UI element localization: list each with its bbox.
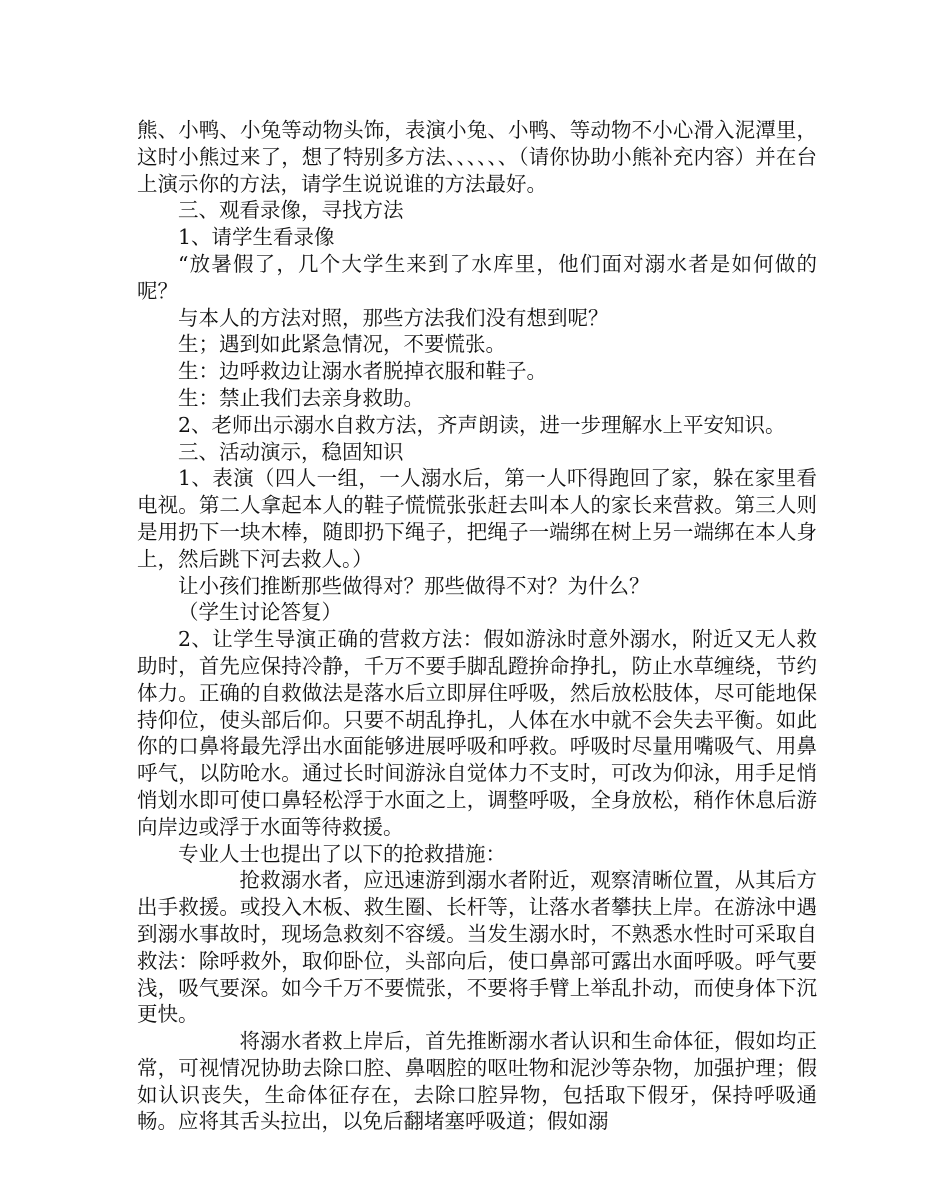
paragraph-after-rescue-care: 将溺水者救上岸后，首先推断溺水者认识和生命体征，假如均正常，可视情况协助去除口腔、鼻咽腔的呕吐物和泥沙等杂物，加强护理；假如认识丧失，生命体征存在，去除口腔异物，包括取下假牙，保持呼吸通畅。应将其舌头拉出，以免后翻堵塞呼吸道；假如溺 xyxy=(137,1029,817,1134)
student-answer-2: 生：边呼救边让溺水者脱掉衣服和鞋子。 xyxy=(178,359,547,384)
paragraph-student-discussion: （学生讨论答复） xyxy=(178,600,342,625)
section-heading-watch-video: 三、观看录像，寻找方法 xyxy=(178,198,404,223)
paragraph-correct-rescue-method: 2、让学生导演正确的营救方法：假如游泳时意外溺水，附近又无人救助时，首先应保持冷静，千万不要手脚乱蹬拚命挣扎，防止水草缠绕，节约体力。正确的自救做法是落水后立即屏住呼吸，然后放松肢体，尽可能地保持仰位，使头部后仰。只要不胡乱挣扎，人体在水中就不会失去平衡。如此你的口鼻将最先浮出水面能够进展呼吸和呼救。呼吸时尽量用嘴吸气、用鼻呼气，以防呛水。通过长时间游泳自觉体力不支时，可改为仰泳，用手足悄悄划水即可使口鼻轻松浮于水面之上，调整呼吸，全身放松，稍作休息后游向岸边或浮于水面等待救援。 xyxy=(137,627,817,839)
student-answer-3: 生：禁止我们去亲身救助。 xyxy=(178,385,424,410)
paragraph-compare-methods: 与本人的方法对照，那些方法我们没有想到呢？ xyxy=(178,305,609,330)
paragraph-rescue-drowning-person: 抢救溺水者，应迅速游到溺水者附近，观察清晰位置，从其后方出手救援。或投入木板、救生圈、长杆等，让落水者攀扶上岸。在游泳中遇到溺水事故时，现场急救刻不容缓。当发生溺水时，不熟悉水性时可采取自救法：除呼救外，取仰卧位，头部向后，使口鼻部可露出水面呼吸。呼气要浅，吸气要深。如今千万不要慌张，不要将手臂上举乱扑动，而使身体下沉更快。 xyxy=(137,868,817,1027)
student-answer-1: 生；遇到如此紧急情况，不要慌张。 xyxy=(178,332,506,357)
paragraph-animal-performance: 熊、小鸭、小兔等动物头饰，表演小兔、小鸭、等动物不小心滑入泥潭里，这时小熊过来了，想了特别多方法、、、、、、（请你协助小熊补充内容）并在台上演示你的方法，请学生说说谁的方法最好。 xyxy=(137,118,817,196)
list-item-teacher-method: 2、老师出示溺水自救方法，齐声朗读，进一步理解水上平安知识。 xyxy=(178,412,786,437)
paragraph-professional-measures-heading: 专业人士也提出了以下的抢救措施： xyxy=(178,841,506,866)
document-body xyxy=(137,117,817,1135)
paragraph-video-question: “放暑假了，几个大学生来到了水库里，他们面对溺水者是如何做的呢？ xyxy=(137,251,817,303)
paragraph-judgement-question: 让小孩们推断那些做得对？那些做得不对？为什么？ xyxy=(178,573,650,598)
list-item-watch-video: 1、请学生看录像 xyxy=(178,225,335,250)
paragraph-performance-description: 1、表演（四人一组，一人溺水后，第一人吓得跑回了家，躲在家里看电视。第二人拿起本人的鞋子慌慌张张赶去叫本人的家长来营救。第三人则是用扔下一块木棒，随即扔下绳子，把绳子一端绑在树上另一端绑在本人身上，然后跳下河去救人。） xyxy=(137,466,817,571)
section-heading-activity-demo: 三、活动演示，稳固知识 xyxy=(178,439,404,464)
